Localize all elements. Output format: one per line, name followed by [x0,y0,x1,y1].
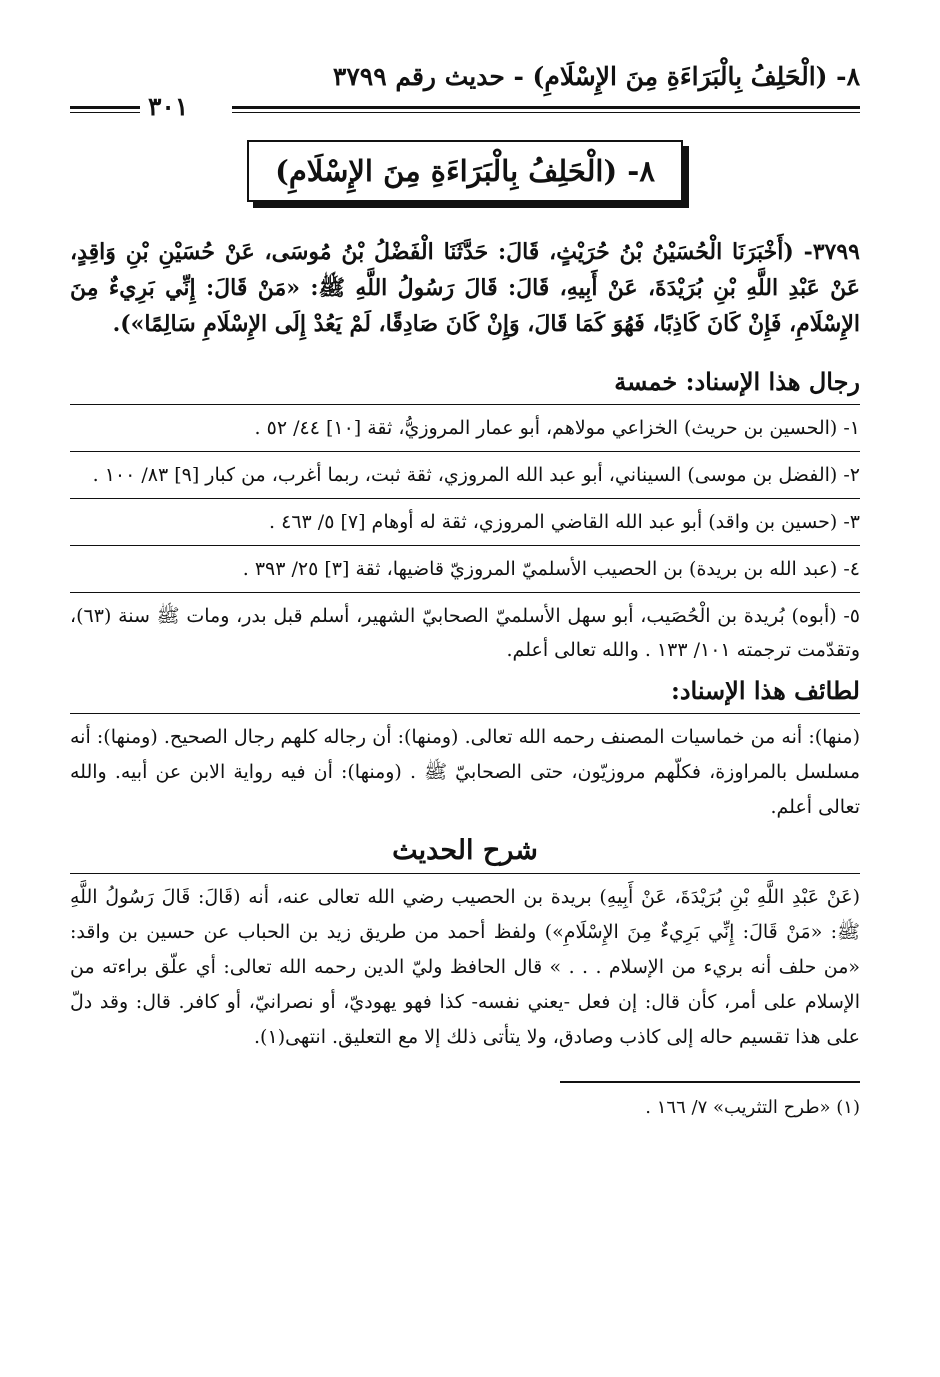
hadith-text: ٣٧٩٩- (أَخْبَرَنَا الْحُسَيْنُ بْنُ حُرَيْثٍ، قَالَ: حَدَّثَنَا الْفَضْلُ بْنُ مُوسَى، عَنْ حُسَيْنِ بْنِ وَاقِدٍ، عَنْ عَبْدِ اللَّهِ بْنِ بُرَيْدَةَ، عَنْ أَبِيهِ، قَالَ: قَالَ رَسُولُ اللَّهِ ﷺ: «مَنْ قَالَ: إِنِّي بَرِيءٌ مِنَ الإِسْلَامِ، فَإِنْ كَانَ كَاذِبًا، فَهُوَ كَمَا قَالَ، وَإِنْ كَانَ صَادِقًا، لَمْ يَعُدْ إِلَى الإِسْلَامِ سَالِمًا»). [70,239,860,337]
chapter-heading [70,140,860,202]
section-divider [70,713,860,714]
narrators-title: رجال هذا الإسناد: خمسة [614,367,860,396]
section-divider [70,451,860,452]
header-rule [70,92,860,122]
header-rule-long [232,106,860,113]
section-divider [70,404,860,405]
footnote: (١) «طرح التثريب» ٧/ ١٦٦ . [645,1097,860,1118]
running-title: ٨- (الْحَلِفُ بِالْبَرَاءَةِ مِنَ الإِسْلَامِ) - حديث رقم ٣٧٩٩ [332,62,860,91]
subtleties-text: (منها): أنه من خماسيات المصنف رحمه الله تعالى. (ومنها): أن رجاله كلهم رجال الصحيح. (ومنها): أنه مسلسل بالمراوزة، فكلّهم مروزيّون، حتى الصحابيّ ﷺ . (ومنها): أن فيه رواية الابن عن أبيه. والله تعالى أعلم. [70,726,860,818]
header-rule-short [70,106,140,113]
section-divider [70,873,860,874]
section-divider [70,545,860,546]
section-divider [70,592,860,593]
narrator-item: ٤- (عبد الله بن بريدة) بن الحصيب الأسلميّ المروزيّ قاضيها، ثقة [٣] ٢٥/ ٣٩٣ . [242,558,860,580]
page [70,60,860,1123]
footnote-separator [560,1081,860,1083]
commentary-title: شرح الحديث [392,835,538,866]
chapter-title: ٨- (الْحَلِفُ بِالْبَرَاءَةِ مِنَ الإِسْلَامِ) [247,140,683,202]
page-number: ٣٠١ [148,92,189,121]
narrator-item: ٣- (حسين بن واقد) أبو عبد الله القاضي المروزي، ثقة له أوهام [٧] ٥/ ٤٦٣ . [269,511,860,533]
subtleties-title: لطائف هذا الإسناد: [670,676,860,705]
narrator-item: ٢- (الفضل بن موسى) السيناني، أبو عبد الله المروزي، ثقة ثبت، ربما أغرب، من كبار [٩] ٨٣/ ١٠٠ . [92,464,860,486]
narrator-item: ١- (الحسين بن حريث) الخزاعي مولاهم، أبو عمار المروزيُّ، ثقة [١٠] ٤٤/ ٥٢ . [254,417,860,439]
commentary-text: (عَنْ عَبْدِ اللَّهِ بْنِ بُرَيْدَةَ، عَنْ أَبِيهِ) بريدة بن الحصيب رضي الله تعالى عنه، أنه (قَالَ: قَالَ رَسُولُ اللَّهِ ﷺ: «مَنْ قَالَ: إِنِّي بَرِيءٌ مِنَ الإِسْلَامِ») ولفظ أحمد من طريق زيد بن الحباب عن حسين بن واقد: «من حلف أنه بريء من الإسلام . . . » قال الحافظ وليّ الدين رحمه الله تعالى: أي علّق براءته من الإسلام على أمر، كأن قال: إن فعل -يعني نفسه- كذا فهو يهوديّ، أو نصرانيّ، أو كافر. قال: وقد دلّ على هذا تقسيم حاله إلى كاذب وصادق، ولا يتأتى ذلك إلا مع التعليق. انتهى(١). [70,886,860,1048]
narrator-item: ٥- (أبوه) بُريدة بن الْحُصَيب، أبو سهل الأسلميّ الصحابيّ الشهير، أسلم قبل بدر، ومات ﷺ سنة (٦٣)، وتقدّمت ترجمته ١٠١/ ١٣٣ . والله تعالى أعلم. [70,605,860,661]
section-divider [70,498,860,499]
